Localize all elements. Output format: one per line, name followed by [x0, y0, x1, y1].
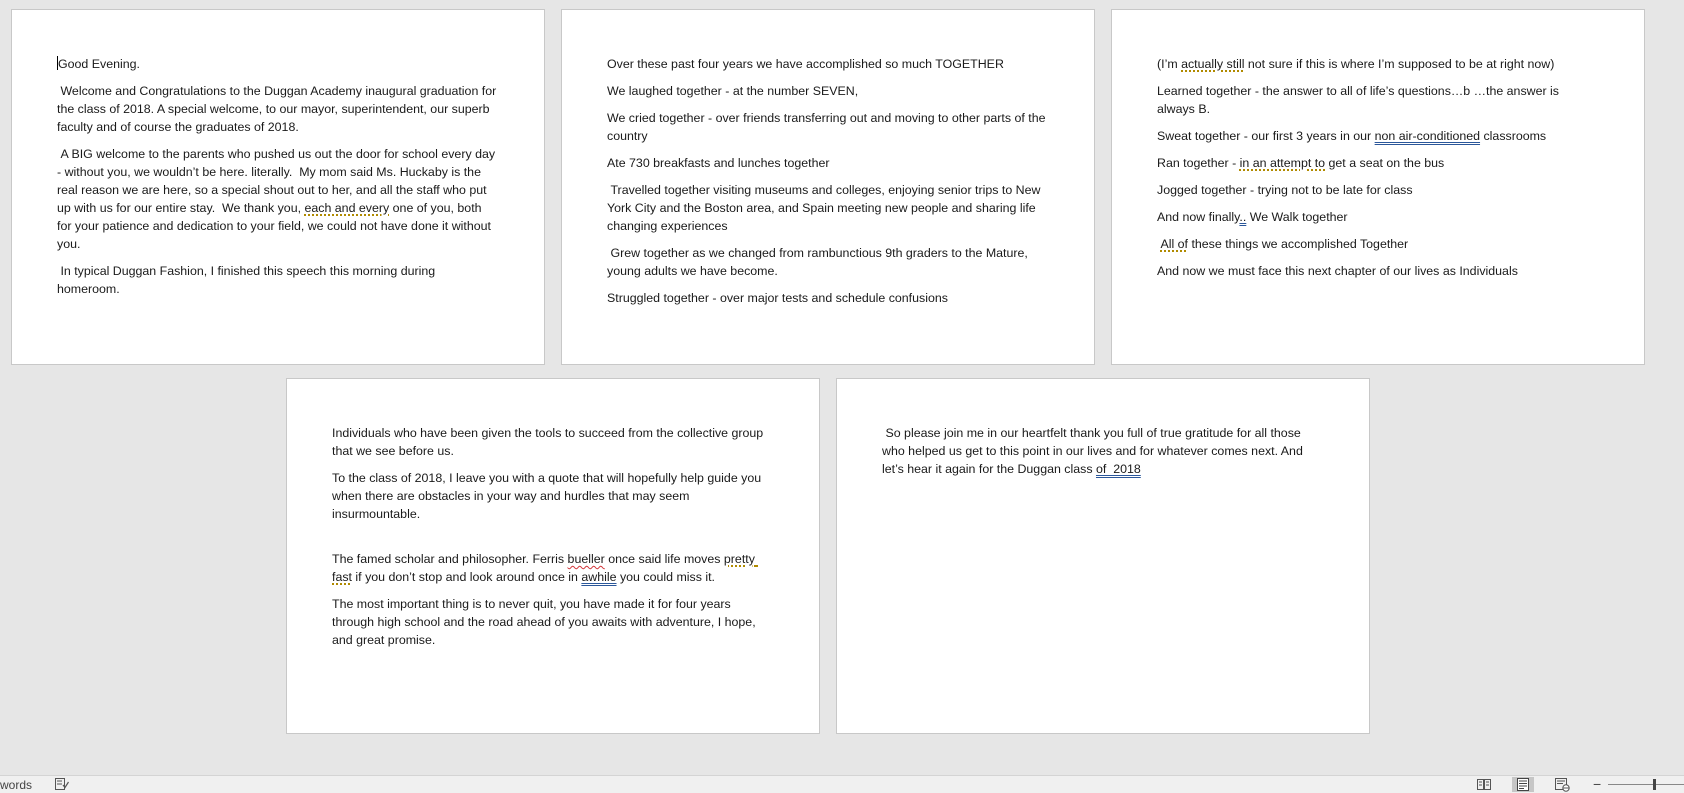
web-layout-icon[interactable] [1551, 777, 1573, 792]
paragraph[interactable] [1157, 208, 1599, 226]
text-run: these things we accomplished Together [1188, 237, 1409, 251]
text-run: Learned together - the answer to all of life’s questions…b …the answer is always B. [1157, 84, 1563, 116]
paragraph[interactable] [57, 55, 499, 73]
flagged-text[interactable]: bueller [567, 552, 605, 566]
page-3-text[interactable] [1157, 55, 1599, 289]
paragraph[interactable] [332, 550, 774, 586]
page-2[interactable] [561, 9, 1095, 365]
document-check-icon[interactable] [55, 778, 69, 790]
paragraph[interactable] [57, 82, 499, 136]
page-4-text[interactable] [332, 424, 774, 658]
paragraph[interactable] [607, 82, 1049, 100]
paragraph[interactable] [882, 424, 1324, 478]
text-run: We laughed together - at the number SEVEN, [607, 84, 859, 98]
text-run: In typical Duggan Fashion, I finished this speech this morning during homeroom. [57, 264, 439, 296]
text-run: once said life moves [604, 552, 724, 566]
paragraph[interactable] [607, 181, 1049, 235]
text-run: Individuals who have been given the tools to succeed from the collective group that we see before us. [332, 426, 767, 458]
text-run: you could miss it. [616, 570, 715, 584]
paragraph[interactable] [57, 262, 499, 298]
text-run: Over these past four years we have accomplished so much TOGETHER [607, 57, 1004, 71]
text-run: Struggled together - over major tests and schedule confusions [607, 291, 948, 305]
paragraph[interactable] [1157, 127, 1599, 145]
text-run: And now finally [1157, 210, 1240, 224]
text-run: So please join me in our heartfelt thank you full of true gratitude for all those who helped us get to this point in our lives and for whatever comes next. And let’s hear it again for the Duggan class [882, 426, 1307, 476]
page-1[interactable] [11, 9, 545, 365]
word-count-label[interactable]: words [0, 778, 33, 792]
text-run: Good Evening. [58, 57, 140, 71]
flagged-text[interactable]: of 2018 [1095, 462, 1141, 476]
page-1-text[interactable] [57, 55, 499, 307]
paragraph[interactable] [607, 154, 1049, 172]
text-run: get a seat on the bus [1325, 156, 1445, 170]
text-run: The famed scholar and philosopher. Ferris [332, 552, 568, 566]
paragraph[interactable] [607, 109, 1049, 145]
zoom-out-button[interactable]: − [1593, 776, 1602, 792]
page-5-text[interactable] [882, 424, 1324, 487]
paragraph[interactable] [332, 424, 774, 460]
paragraph[interactable] [1157, 154, 1599, 172]
text-run: Travelled together visiting museums and colleges, enjoying senior trips to New York City and the Boston area, and Spain meeting new people and sharing life changing experiences [607, 183, 1044, 233]
flagged-text[interactable]: All of [1160, 237, 1188, 251]
paragraph[interactable] [607, 55, 1049, 73]
text-run: The most important thing is to never quit, you have made it for four years through high school and the road ahead of you awaits with adventure, I hope, and great promise. [332, 597, 760, 647]
text-run: one of you, both for your patience and dedication to your field, we could not have done it without you. [57, 201, 495, 251]
zoom-slider[interactable] [1608, 784, 1684, 785]
status-bar [0, 775, 1684, 793]
text-run: Ran together - [1157, 156, 1240, 170]
text-run: A BIG welcome to the parents who pushed us out the door for school every day - without you, we wouldn’t be here. literally. My mom said Ms. Huckaby is the real reason we are here, so a special shout out to her, and all the staff who put up with us for our entire stay. We thank you, [57, 147, 499, 215]
page-5[interactable] [836, 378, 1370, 734]
paragraph[interactable] [57, 145, 499, 253]
flagged-text[interactable]: pretty fast [332, 552, 759, 584]
text-run: We cried together - over friends transferring out and moving to other parts of the country [607, 111, 1049, 143]
flagged-text[interactable]: .. [1239, 210, 1247, 224]
text-run: not sure if this is where I’m supposed to be at right now) [1244, 57, 1555, 71]
page-4[interactable] [286, 378, 820, 734]
text-run: Sweat together - our first 3 years in our [1157, 129, 1375, 143]
paragraph[interactable] [1157, 262, 1599, 280]
text-run: classrooms [1480, 129, 1547, 143]
flagged-text[interactable]: actually still [1181, 57, 1245, 71]
text-run: And now we must face this next chapter of our lives as Individuals [1157, 264, 1518, 278]
paragraph[interactable] [607, 244, 1049, 280]
print-layout-icon[interactable] [1512, 777, 1534, 792]
flagged-text[interactable]: non air-conditioned [1374, 129, 1481, 143]
flagged-text[interactable]: in an attempt to [1239, 156, 1326, 170]
page-2-text[interactable] [607, 55, 1049, 316]
paragraph[interactable] [332, 595, 774, 649]
text-run: Welcome and Congratulations to the Duggan Academy inaugural graduation for the class of 2018. A special welcome, to our mayor, superintendent, our superb faculty and of course the graduates of 2018. [57, 84, 500, 134]
paragraph[interactable] [1157, 235, 1599, 253]
text-run: (I’m [1157, 57, 1182, 71]
text-run: To the class of 2018, I leave you with a quote that will hopefully help guide you when there are obstacles in your way and hurdles that may seem insurmountable. [332, 471, 765, 521]
text-run: We Walk together [1246, 210, 1348, 224]
flagged-text[interactable]: each and every [304, 201, 390, 215]
paragraph[interactable] [1157, 82, 1599, 118]
read-mode-icon[interactable] [1473, 777, 1495, 792]
text-run: Jogged together - trying not to be late for class [1157, 183, 1413, 197]
paragraph[interactable] [1157, 55, 1599, 73]
page-3[interactable] [1111, 9, 1645, 365]
zoom-slider-thumb[interactable] [1653, 779, 1656, 790]
text-run: if you don’t stop and look around once in [351, 570, 582, 584]
text-run: Ate 730 breakfasts and lunches together [607, 156, 830, 170]
paragraph[interactable] [1157, 181, 1599, 199]
paragraph[interactable] [332, 469, 774, 523]
flagged-text[interactable]: awhile [581, 570, 617, 584]
paragraph[interactable] [607, 289, 1049, 307]
text-run: Grew together as we changed from rambunctious 9th graders to the Mature, young adults we have become. [607, 246, 1032, 278]
